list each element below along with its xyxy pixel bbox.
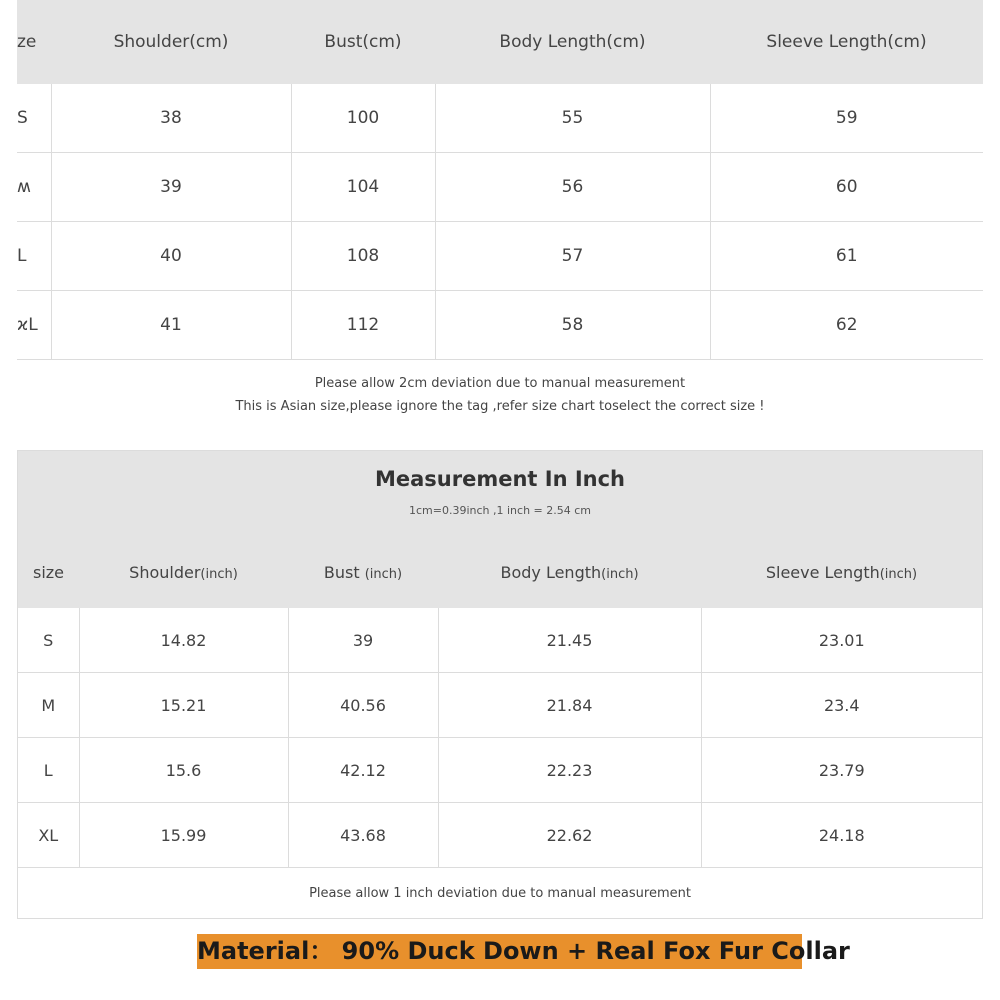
inch-conversion-note: 1cm=0.39inch ,1 inch = 2.54 cm bbox=[408, 504, 591, 517]
size-chart-inch bbox=[17, 450, 983, 919]
cm-cell: 59 bbox=[710, 84, 983, 153]
cm-cell: 41 bbox=[51, 291, 291, 360]
inch-cell: 24.18 bbox=[701, 803, 982, 868]
inch-header-bust-label: Bust bbox=[323, 563, 365, 582]
inch-header-shoulder-unit: (inch) bbox=[200, 567, 238, 582]
inch-cell: 23.01 bbox=[701, 608, 982, 673]
inch-cell: 43.68 bbox=[288, 803, 438, 868]
inch-cell: 39 bbox=[288, 608, 438, 673]
inch-table-body bbox=[18, 608, 982, 918]
inch-header-sleeve-length-label: Sleeve Length bbox=[765, 563, 880, 582]
inch-cell: 22.23 bbox=[438, 738, 701, 803]
cm-cell: 60 bbox=[710, 153, 983, 222]
inch-size-cell: L bbox=[18, 738, 79, 803]
table-row bbox=[17, 291, 983, 360]
cm-cell: 55 bbox=[435, 84, 710, 153]
inch-header-body-length bbox=[438, 563, 701, 585]
table-row bbox=[18, 608, 982, 673]
material-banner: Material： 90% Duck Down + Real Fox Fur Collar bbox=[197, 934, 802, 969]
inch-cell: 21.84 bbox=[438, 673, 701, 738]
cm-size-cell: ʍ bbox=[17, 153, 51, 222]
inch-cell: 14.82 bbox=[79, 608, 288, 673]
inch-table-title: Measurement In Inch bbox=[374, 467, 626, 491]
table-row bbox=[17, 84, 983, 153]
cm-cell: 58 bbox=[435, 291, 710, 360]
inch-cell: 23.4 bbox=[701, 673, 982, 738]
cm-header-shoulder: Shoulder(cm) bbox=[51, 0, 291, 84]
inch-note-row bbox=[18, 868, 982, 919]
cm-deviation-note: Please allow 2cm deviation due to manual measurement bbox=[314, 376, 686, 391]
cm-header-bust: Bust(cm) bbox=[291, 0, 435, 84]
cm-size-cell: S bbox=[17, 84, 51, 153]
inch-cell: 21.45 bbox=[438, 608, 701, 673]
inch-size-cell: S bbox=[18, 608, 79, 673]
asian-size-note: This is Asian size,please ignore the tag ,refer size chart toselect the correct size ! bbox=[235, 399, 765, 414]
cm-cell: 57 bbox=[435, 222, 710, 291]
inch-cell: 40.56 bbox=[288, 673, 438, 738]
inch-cell: 22.62 bbox=[438, 803, 701, 868]
inch-header-bust bbox=[288, 563, 438, 585]
inch-cell: 23.79 bbox=[701, 738, 982, 803]
cm-header-size: ze bbox=[17, 0, 51, 84]
inch-header-body-length-label: Body Length bbox=[500, 563, 602, 582]
inch-header-sleeve-length-unit: (inch) bbox=[879, 567, 918, 582]
inch-size-cell: XL bbox=[18, 803, 79, 868]
cm-cell: 100 bbox=[291, 84, 435, 153]
table-row bbox=[17, 222, 983, 291]
inch-header-size-label: size bbox=[32, 563, 65, 582]
cm-size-cell: ϰL bbox=[17, 291, 51, 360]
table-row bbox=[18, 673, 982, 738]
cm-cell: 104 bbox=[291, 153, 435, 222]
size-chart-cm bbox=[17, 0, 983, 360]
cm-cell: 61 bbox=[710, 222, 983, 291]
inch-header-bust-unit: (inch) bbox=[364, 567, 403, 582]
inch-deviation-note: Please allow 1 inch deviation due to manual measurement bbox=[309, 885, 691, 901]
inch-header-size bbox=[18, 563, 79, 583]
cm-cell: 39 bbox=[51, 153, 291, 222]
inch-header-shoulder bbox=[79, 563, 288, 585]
cm-cell: 62 bbox=[710, 291, 983, 360]
inch-size-cell: M bbox=[18, 673, 79, 738]
inch-header-sleeve-length bbox=[701, 563, 982, 585]
table-row bbox=[18, 803, 982, 868]
cm-cell: 112 bbox=[291, 291, 435, 360]
table-row bbox=[18, 738, 982, 803]
inch-cell: 42.12 bbox=[288, 738, 438, 803]
cm-header-row bbox=[17, 0, 983, 84]
cm-header-sleeve-length: Sleeve Length(cm) bbox=[710, 0, 983, 84]
inch-cell: 15.99 bbox=[79, 803, 288, 868]
cm-cell: 38 bbox=[51, 84, 291, 153]
inch-cell: 15.6 bbox=[79, 738, 288, 803]
cm-cell: 108 bbox=[291, 222, 435, 291]
table-row bbox=[17, 153, 983, 222]
inch-table-header bbox=[18, 451, 982, 608]
cm-size-cell: L bbox=[17, 222, 51, 291]
cm-cell: 56 bbox=[435, 153, 710, 222]
inch-cell: 15.21 bbox=[79, 673, 288, 738]
cm-header-body-length: Body Length(cm) bbox=[435, 0, 710, 84]
inch-header-body-length-unit: (inch) bbox=[601, 567, 639, 582]
cm-cell: 40 bbox=[51, 222, 291, 291]
inch-header-shoulder-label: Shoulder bbox=[129, 563, 201, 582]
